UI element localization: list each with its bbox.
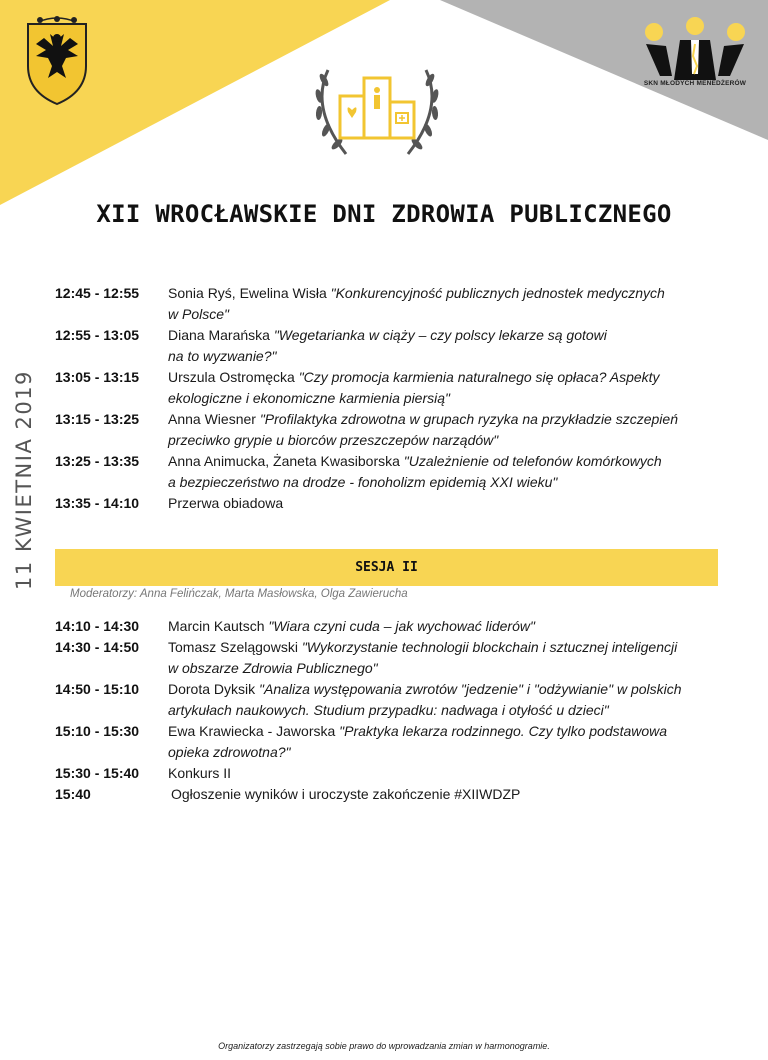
entry	[168, 721, 745, 763]
schedule-row	[55, 637, 745, 679]
session-label: SESJA II	[355, 560, 418, 575]
speakers: Sonia Ryś, Ewelina Wisła	[168, 285, 327, 301]
schedule-row	[55, 679, 745, 721]
podium-laurel-icon	[306, 58, 448, 164]
speakers: Przerwa obiadowa	[168, 495, 284, 511]
time: 13:35 - 14:10	[55, 495, 140, 511]
time: 12:55 - 13:05	[55, 327, 140, 343]
speakers: Anna Animucka, Żaneta Kwasiborska	[168, 453, 400, 469]
time: 15:40	[55, 786, 91, 802]
schedule-row	[55, 616, 745, 637]
speakers: Marcin Kautsch	[168, 618, 265, 634]
speakers: Konkurs II	[168, 765, 232, 781]
entry	[168, 637, 745, 679]
talk-title: "Uzależnienie od telefonów komórkowych	[403, 453, 662, 469]
entry	[168, 784, 745, 805]
talk-title-line-2: na to wyzwanie?"	[168, 348, 277, 364]
speakers: Diana Marańska	[168, 327, 270, 343]
page-title: XII WROCŁAWSKIE DNI ZDROWIA PUBLICZNEGO	[96, 200, 672, 228]
entry	[168, 493, 745, 514]
speakers: Urszula Ostromęcka	[168, 369, 295, 385]
time: 15:10 - 15:30	[55, 723, 140, 739]
schedule-row	[55, 784, 745, 805]
entry	[168, 283, 745, 325]
moderators: Moderatorzy: Anna Felińczak, Marta Masłowska, Olga Zawierucha	[70, 588, 408, 600]
entry	[168, 763, 745, 784]
footer-note: Organizatorzy zastrzegają sobie prawo do wprowadzania zmian w harmonogramie.	[218, 1041, 550, 1051]
entry	[168, 409, 745, 451]
schedule-row	[55, 763, 745, 784]
time: 12:45 - 12:55	[55, 285, 140, 301]
club-name: SKN MŁODYCH MENEDŻERÓW	[643, 80, 747, 87]
talk-title-line-2: w obszarze Zdrowia Publicznego"	[168, 660, 378, 676]
schedule-row	[55, 409, 745, 451]
schedule-row	[55, 367, 745, 409]
talk-title: "Wegetarianka w ciąży – czy polscy lekarze są gotowi	[273, 327, 607, 343]
time: 13:25 - 13:35	[55, 453, 140, 469]
talk-title: "Analiza występowania zwrotów "jedzenie" i "odżywianie" w polskich	[259, 681, 682, 697]
talk-title-line-2: przeciwko grypie u biorców przeszczepów narządów"	[168, 432, 499, 448]
entry	[168, 616, 745, 637]
talk-title-line-2: w Polsce"	[168, 306, 229, 322]
session-bar	[55, 549, 718, 586]
time: 14:10 - 14:30	[55, 618, 140, 634]
entry	[168, 325, 745, 367]
talk-title: "Czy promocja karmienia naturalnego się opłaca? Aspekty	[298, 369, 660, 385]
talk-title: "Wykorzystanie technologii blockchain i sztucznej inteligencji	[301, 639, 678, 655]
schedule-row	[55, 493, 745, 514]
talk-title: "Wiara czyni cuda – jak wychować liderów"	[268, 618, 535, 634]
time: 13:05 - 13:15	[55, 369, 140, 385]
time: 15:30 - 15:40	[55, 765, 140, 781]
speakers: Tomasz Szelągowski	[168, 639, 298, 655]
schedule-row	[55, 283, 745, 325]
entry	[168, 367, 745, 409]
schedule-part-1	[55, 283, 745, 514]
eagle-crest-icon	[22, 14, 92, 106]
time: 14:30 - 14:50	[55, 639, 140, 655]
club-logo-icon	[636, 16, 754, 110]
speakers: Ewa Krawiecka - Jaworska	[168, 723, 336, 739]
schedule-row	[55, 325, 745, 367]
talk-title: "Praktyka lekarza rodzinnego. Czy tylko podstawowa	[339, 723, 668, 739]
talk-title: "Konkurencyjność publicznych jednostek medycznych	[330, 285, 665, 301]
speakers: Anna Wiesner	[168, 411, 256, 427]
speakers: Dorota Dyksik	[168, 681, 256, 697]
speakers: Ogłoszenie wyników i uroczyste zakończenie #XIIWDZP	[171, 786, 521, 802]
schedule-row	[55, 451, 745, 493]
talk-title-line-2: opieka zdrowotna?"	[168, 744, 291, 760]
time: 14:50 - 15:10	[55, 681, 140, 697]
talk-title-line-2: a bezpieczeństwo na drodze - fonoholizm epidemią XXI wieku"	[168, 474, 558, 490]
schedule-row	[55, 721, 745, 763]
talk-title: "Profilaktyka zdrowotna w grupach ryzyka na przykładzie szczepień	[259, 411, 678, 427]
entry	[168, 679, 745, 721]
entry	[168, 451, 745, 493]
schedule-part-2	[55, 616, 745, 805]
talk-title-line-2: artykułach naukowych. Studium przypadku: nadwaga i otyłość u dzieci"	[168, 702, 609, 718]
talk-title-line-2: ekologiczne i ekonomiczne karmienia piersią"	[168, 390, 450, 406]
date-vertical: 11 KWIETNIA 2019	[12, 370, 36, 590]
time: 13:15 - 13:25	[55, 411, 140, 427]
